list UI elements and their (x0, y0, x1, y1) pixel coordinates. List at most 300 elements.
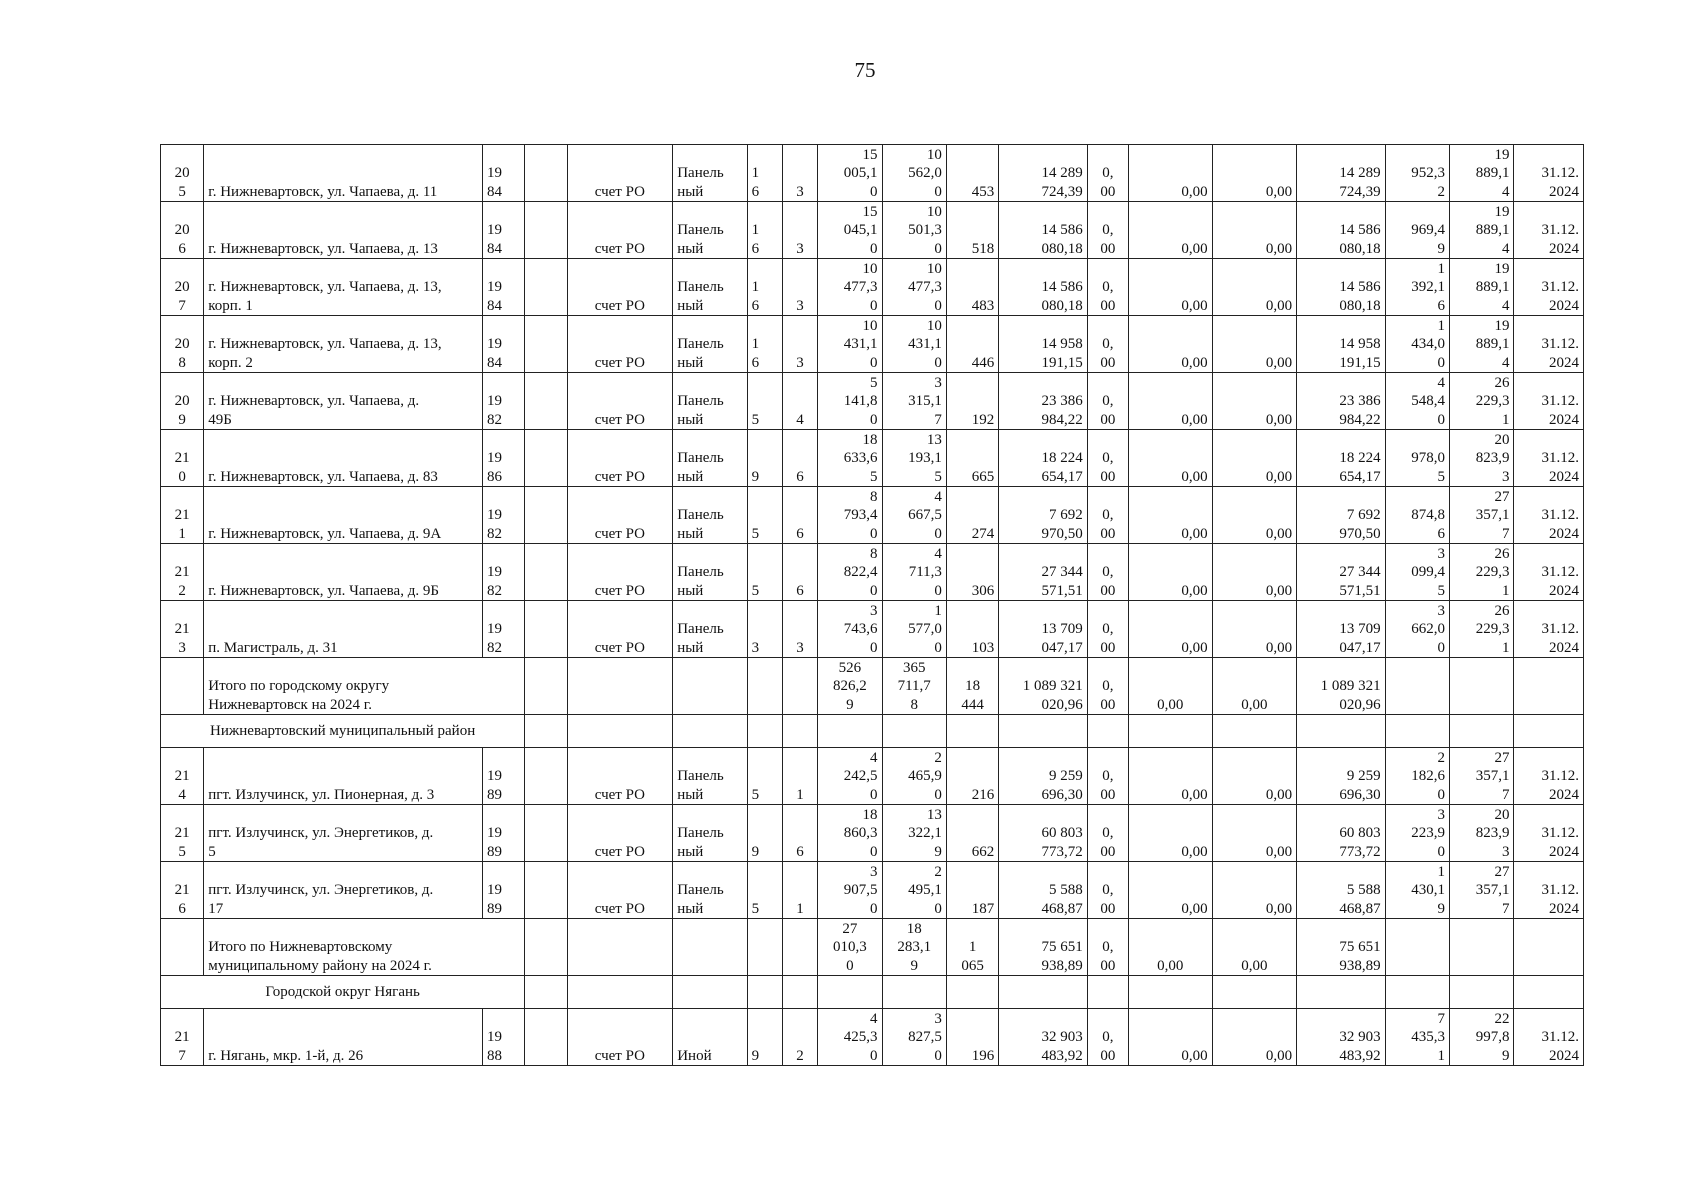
table-row (161, 487, 1584, 544)
floors-cell: 9 (747, 805, 782, 862)
deadline-cell: 31.12. 2024 (1514, 544, 1584, 601)
unit-cost-cell: 952,3 2 (1385, 145, 1449, 202)
address-cell: п. Магистраль, д. 31 (204, 601, 483, 658)
repair-cost-cell: 14 958 191,15 (999, 316, 1088, 373)
table-row (161, 316, 1584, 373)
residents-cell: 1 065 (946, 919, 998, 976)
unit-cost-cell: 3 662,0 0 (1385, 601, 1449, 658)
funding-method-cell: счет РО (567, 145, 673, 202)
owner-funds-cell: 14 289 724,39 (1297, 145, 1386, 202)
row-number: 20 5 (161, 145, 204, 202)
max-unit-cost-cell: 19 889,1 4 (1450, 202, 1514, 259)
wall-material-cell: Панель ный (673, 145, 747, 202)
max-unit-cost-cell: 19 889,1 4 (1450, 145, 1514, 202)
empty-cell (525, 316, 567, 373)
empty-cell (525, 373, 567, 430)
entrances-cell: 6 (782, 544, 817, 601)
table-row (161, 601, 1584, 658)
funding-method-cell: счет РО (567, 862, 673, 919)
table-row (161, 145, 1584, 202)
commission-year-cell: 19 82 (483, 487, 525, 544)
row-number: 20 9 (161, 373, 204, 430)
empty-cell (747, 658, 782, 715)
max-unit-cost-cell: 26 229,3 1 (1450, 544, 1514, 601)
entrances-cell: 6 (782, 487, 817, 544)
repair-cost-cell: 27 344 571,51 (999, 544, 1088, 601)
funding-method-cell: счет РО (567, 373, 673, 430)
fund-c-cell: 0,00 (1212, 544, 1297, 601)
residents-cell: 483 (946, 259, 998, 316)
residents-cell: 18 444 (946, 658, 998, 715)
max-unit-cost-cell: 26 229,3 1 (1450, 601, 1514, 658)
owner-funds-cell: 5 588 468,87 (1297, 862, 1386, 919)
empty-cell (525, 145, 567, 202)
floors-cell: 9 (747, 1009, 782, 1066)
living-area-cell: 3 315,1 7 (882, 373, 946, 430)
fund-b-cell: 0,00 (1129, 748, 1213, 805)
fund-c-cell: 0,00 (1212, 658, 1297, 715)
commission-year-cell: 19 84 (483, 145, 525, 202)
total-area-cell: 27 010,3 0 (818, 919, 882, 976)
floors-cell: 5 (747, 748, 782, 805)
living-area-cell: 2 465,9 0 (882, 748, 946, 805)
entrances-cell: 3 (782, 145, 817, 202)
unit-cost-cell: 1 434,0 0 (1385, 316, 1449, 373)
residents-cell: 662 (946, 805, 998, 862)
wall-material-cell: Панель ный (673, 259, 747, 316)
entrances-cell: 1 (782, 862, 817, 919)
empty-cell (882, 715, 946, 748)
commission-year-cell: 19 84 (483, 202, 525, 259)
fund-b-cell: 0,00 (1129, 862, 1213, 919)
empty-cell (1385, 976, 1449, 1009)
fund-c-cell: 0,00 (1212, 487, 1297, 544)
living-area-cell: 10 501,3 0 (882, 202, 946, 259)
fund-c-cell: 0,00 (1212, 748, 1297, 805)
living-area-cell: 2 495,1 0 (882, 862, 946, 919)
section-title: Нижневартовский муниципальный район (161, 715, 525, 748)
fund-c-cell: 0,00 (1212, 601, 1297, 658)
fund-c-cell: 0,00 (1212, 259, 1297, 316)
fund-a-cell: 0, 00 (1087, 145, 1128, 202)
fund-b-cell: 0,00 (1129, 202, 1213, 259)
max-unit-cost-cell: 20 823,9 3 (1450, 805, 1514, 862)
total-row (161, 658, 1584, 715)
empty-cell (1514, 976, 1584, 1009)
empty-cell (999, 976, 1088, 1009)
table-row (161, 748, 1584, 805)
wall-material-cell: Панель ный (673, 748, 747, 805)
empty-cell (161, 658, 204, 715)
funding-method-cell: счет РО (567, 544, 673, 601)
fund-a-cell: 0, 00 (1087, 373, 1128, 430)
funding-method-cell: счет РО (567, 487, 673, 544)
table-row (161, 202, 1584, 259)
wall-material-cell: Иной (673, 1009, 747, 1066)
max-unit-cost-cell: 19 889,1 4 (1450, 316, 1514, 373)
funding-method-cell: счет РО (567, 601, 673, 658)
empty-cell (818, 715, 882, 748)
empty-cell (673, 976, 747, 1009)
living-area-cell: 10 431,1 0 (882, 316, 946, 373)
unit-cost-cell: 1 392,1 6 (1385, 259, 1449, 316)
fund-a-cell: 0, 00 (1087, 487, 1128, 544)
empty-cell (1514, 919, 1584, 976)
deadline-cell: 31.12. 2024 (1514, 748, 1584, 805)
empty-cell (525, 862, 567, 919)
fund-b-cell: 0,00 (1129, 919, 1213, 976)
row-number: 21 2 (161, 544, 204, 601)
empty-cell (1087, 715, 1128, 748)
floors-cell: 5 (747, 487, 782, 544)
residents-cell: 187 (946, 862, 998, 919)
empty-cell (525, 487, 567, 544)
deadline-cell: 31.12. 2024 (1514, 487, 1584, 544)
fund-c-cell: 0,00 (1212, 373, 1297, 430)
wall-material-cell: Панель ный (673, 373, 747, 430)
row-number: 21 1 (161, 487, 204, 544)
deadline-cell: 31.12. 2024 (1514, 601, 1584, 658)
empty-cell (1450, 976, 1514, 1009)
fund-b-cell: 0,00 (1129, 1009, 1213, 1066)
empty-cell (882, 976, 946, 1009)
residents-cell: 196 (946, 1009, 998, 1066)
entrances-cell: 3 (782, 601, 817, 658)
residents-cell: 446 (946, 316, 998, 373)
empty-cell (525, 202, 567, 259)
fund-b-cell: 0,00 (1129, 487, 1213, 544)
total-area-cell: 15 045,1 0 (818, 202, 882, 259)
unit-cost-cell: 3 223,9 0 (1385, 805, 1449, 862)
fund-b-cell: 0,00 (1129, 430, 1213, 487)
row-number: 21 4 (161, 748, 204, 805)
living-area-cell: 18 283,1 9 (882, 919, 946, 976)
empty-cell (1385, 658, 1449, 715)
deadline-cell: 31.12. 2024 (1514, 430, 1584, 487)
entrances-cell: 3 (782, 316, 817, 373)
empty-cell (525, 601, 567, 658)
row-number: 20 6 (161, 202, 204, 259)
owner-funds-cell: 13 709 047,17 (1297, 601, 1386, 658)
wall-material-cell: Панель ный (673, 544, 747, 601)
empty-cell (1450, 715, 1514, 748)
unit-cost-cell: 1 430,1 9 (1385, 862, 1449, 919)
empty-cell (999, 715, 1088, 748)
empty-cell (946, 715, 998, 748)
empty-cell (525, 544, 567, 601)
unit-cost-cell: 978,0 5 (1385, 430, 1449, 487)
fund-a-cell: 0, 00 (1087, 601, 1128, 658)
address-cell: г. Нижневартовск, ул. Чапаева, д. 13, корп. 2 (204, 316, 483, 373)
fund-b-cell: 0,00 (1129, 145, 1213, 202)
fund-b-cell: 0,00 (1129, 259, 1213, 316)
total-area-cell: 3 743,6 0 (818, 601, 882, 658)
entrances-cell: 6 (782, 430, 817, 487)
empty-cell (782, 658, 817, 715)
owner-funds-cell: 14 958 191,15 (1297, 316, 1386, 373)
commission-year-cell: 19 86 (483, 430, 525, 487)
repair-cost-cell: 14 586 080,18 (999, 259, 1088, 316)
address-cell: г. Нижневартовск, ул. Чапаева, д. 13 (204, 202, 483, 259)
max-unit-cost-cell: 19 889,1 4 (1450, 259, 1514, 316)
living-area-cell: 13 193,1 5 (882, 430, 946, 487)
repair-cost-cell: 9 259 696,30 (999, 748, 1088, 805)
table-row (161, 544, 1584, 601)
total-area-cell: 15 005,1 0 (818, 145, 882, 202)
repair-cost-cell: 14 289 724,39 (999, 145, 1088, 202)
empty-cell (782, 715, 817, 748)
living-area-cell: 365 711,7 8 (882, 658, 946, 715)
entrances-cell: 2 (782, 1009, 817, 1066)
row-number: 21 5 (161, 805, 204, 862)
address-cell: г. Нижневартовск, ул. Чапаева, д. 9Б (204, 544, 483, 601)
empty-cell (1297, 715, 1386, 748)
total-area-cell: 526 826,2 9 (818, 658, 882, 715)
repair-cost-cell: 14 586 080,18 (999, 202, 1088, 259)
floors-cell: 9 (747, 430, 782, 487)
living-area-cell: 4 711,3 0 (882, 544, 946, 601)
fund-a-cell: 0, 00 (1087, 430, 1128, 487)
table-row (161, 1009, 1584, 1066)
unit-cost-cell: 2 182,6 0 (1385, 748, 1449, 805)
living-area-cell: 3 827,5 0 (882, 1009, 946, 1066)
living-area-cell: 4 667,5 0 (882, 487, 946, 544)
empty-cell (1385, 715, 1449, 748)
unit-cost-cell: 874,8 6 (1385, 487, 1449, 544)
fund-c-cell: 0,00 (1212, 919, 1297, 976)
unit-cost-cell: 969,4 9 (1385, 202, 1449, 259)
table-row (161, 862, 1584, 919)
empty-cell (946, 976, 998, 1009)
fund-a-cell: 0, 00 (1087, 1009, 1128, 1066)
unit-cost-cell: 3 099,4 5 (1385, 544, 1449, 601)
fund-c-cell: 0,00 (1212, 862, 1297, 919)
empty-cell (1450, 658, 1514, 715)
floors-cell: 1 6 (747, 259, 782, 316)
total-row (161, 919, 1584, 976)
max-unit-cost-cell: 26 229,3 1 (1450, 373, 1514, 430)
funding-method-cell: счет РО (567, 1009, 673, 1066)
funding-method-cell: счет РО (567, 316, 673, 373)
repair-cost-cell: 18 224 654,17 (999, 430, 1088, 487)
fund-a-cell: 0, 00 (1087, 748, 1128, 805)
empty-cell (525, 259, 567, 316)
empty-cell (1212, 976, 1297, 1009)
row-number: 21 3 (161, 601, 204, 658)
table-row (161, 259, 1584, 316)
living-area-cell: 10 477,3 0 (882, 259, 946, 316)
owner-funds-cell: 7 692 970,50 (1297, 487, 1386, 544)
empty-cell (525, 658, 567, 715)
repair-cost-cell: 60 803 773,72 (999, 805, 1088, 862)
deadline-cell: 31.12. 2024 (1514, 1009, 1584, 1066)
living-area-cell: 1 577,0 0 (882, 601, 946, 658)
total-area-cell: 18 860,3 0 (818, 805, 882, 862)
owner-funds-cell: 14 586 080,18 (1297, 259, 1386, 316)
empty-cell (747, 715, 782, 748)
owner-funds-cell: 14 586 080,18 (1297, 202, 1386, 259)
max-unit-cost-cell: 22 997,8 9 (1450, 1009, 1514, 1066)
empty-cell (1514, 658, 1584, 715)
wall-material-cell: Панель ный (673, 316, 747, 373)
empty-cell (525, 715, 567, 748)
residents-cell: 103 (946, 601, 998, 658)
table-row (161, 373, 1584, 430)
owner-funds-cell: 32 903 483,92 (1297, 1009, 1386, 1066)
floors-cell: 1 6 (747, 202, 782, 259)
empty-cell (1212, 715, 1297, 748)
living-area-cell: 13 322,1 9 (882, 805, 946, 862)
floors-cell: 1 6 (747, 316, 782, 373)
residents-cell: 216 (946, 748, 998, 805)
empty-cell (525, 1009, 567, 1066)
row-number: 21 6 (161, 862, 204, 919)
deadline-cell: 31.12. 2024 (1514, 862, 1584, 919)
fund-b-cell: 0,00 (1129, 658, 1213, 715)
empty-cell (747, 976, 782, 1009)
total-area-cell: 10 477,3 0 (818, 259, 882, 316)
fund-c-cell: 0,00 (1212, 145, 1297, 202)
funding-method-cell: счет РО (567, 748, 673, 805)
empty-cell (1297, 976, 1386, 1009)
commission-year-cell: 19 82 (483, 601, 525, 658)
fund-b-cell: 0,00 (1129, 373, 1213, 430)
address-cell: пгт. Излучинск, ул. Пионерная, д. 3 (204, 748, 483, 805)
total-label: Итого по Нижневартовскому муниципальному району на 2024 г. (204, 919, 525, 976)
section-header-row (161, 976, 1584, 1009)
empty-cell (782, 919, 817, 976)
page-number: 75 (854, 58, 876, 82)
empty-cell (1087, 976, 1128, 1009)
entrances-cell: 6 (782, 805, 817, 862)
table-row (161, 805, 1584, 862)
row-number: 20 7 (161, 259, 204, 316)
fund-b-cell: 0,00 (1129, 805, 1213, 862)
address-cell: пгт. Излучинск, ул. Энергетиков, д. 5 (204, 805, 483, 862)
fund-c-cell: 0,00 (1212, 430, 1297, 487)
fund-a-cell: 0, 00 (1087, 919, 1128, 976)
commission-year-cell: 19 89 (483, 748, 525, 805)
fund-c-cell: 0,00 (1212, 1009, 1297, 1066)
funding-method-cell: счет РО (567, 430, 673, 487)
fund-a-cell: 0, 00 (1087, 316, 1128, 373)
row-number: 21 7 (161, 1009, 204, 1066)
owner-funds-cell: 27 344 571,51 (1297, 544, 1386, 601)
fund-a-cell: 0, 00 (1087, 862, 1128, 919)
residents-cell: 274 (946, 487, 998, 544)
unit-cost-cell: 7 435,3 1 (1385, 1009, 1449, 1066)
owner-funds-cell: 23 386 984,22 (1297, 373, 1386, 430)
commission-year-cell: 19 88 (483, 1009, 525, 1066)
total-label: Итого по городскому округу Нижневартовск на 2024 г. (204, 658, 525, 715)
capital-repair-table (160, 144, 1584, 1066)
residents-cell: 665 (946, 430, 998, 487)
residents-cell: 192 (946, 373, 998, 430)
fund-a-cell: 0, 00 (1087, 202, 1128, 259)
floors-cell: 1 6 (747, 145, 782, 202)
address-cell: г. Нижневартовск, ул. Чапаева, д. 49Б (204, 373, 483, 430)
empty-cell (1129, 976, 1213, 1009)
commission-year-cell: 19 82 (483, 544, 525, 601)
section-header-row (161, 715, 1584, 748)
max-unit-cost-cell: 27 357,1 7 (1450, 487, 1514, 544)
empty-cell (1129, 715, 1213, 748)
empty-cell (673, 919, 747, 976)
funding-method-cell: счет РО (567, 202, 673, 259)
repair-cost-cell: 1 089 321 020,96 (999, 658, 1088, 715)
owner-funds-cell: 9 259 696,30 (1297, 748, 1386, 805)
empty-cell (782, 976, 817, 1009)
empty-cell (567, 976, 673, 1009)
commission-year-cell: 19 82 (483, 373, 525, 430)
wall-material-cell: Панель ный (673, 862, 747, 919)
total-area-cell: 10 431,1 0 (818, 316, 882, 373)
row-number: 21 0 (161, 430, 204, 487)
deadline-cell: 31.12. 2024 (1514, 145, 1584, 202)
commission-year-cell: 19 84 (483, 316, 525, 373)
residents-cell: 306 (946, 544, 998, 601)
repair-cost-cell: 13 709 047,17 (999, 601, 1088, 658)
empty-cell (567, 919, 673, 976)
empty-cell (1450, 919, 1514, 976)
owner-funds-cell: 75 651 938,89 (1297, 919, 1386, 976)
total-area-cell: 5 141,8 0 (818, 373, 882, 430)
empty-cell (747, 919, 782, 976)
empty-cell (818, 976, 882, 1009)
residents-cell: 453 (946, 145, 998, 202)
fund-c-cell: 0,00 (1212, 805, 1297, 862)
entrances-cell: 3 (782, 259, 817, 316)
address-cell: г. Нягань, мкр. 1-й, д. 26 (204, 1009, 483, 1066)
living-area-cell: 10 562,0 0 (882, 145, 946, 202)
address-cell: г. Нижневартовск, ул. Чапаева, д. 83 (204, 430, 483, 487)
fund-c-cell: 0,00 (1212, 316, 1297, 373)
fund-c-cell: 0,00 (1212, 202, 1297, 259)
empty-cell (525, 805, 567, 862)
owner-funds-cell: 1 089 321 020,96 (1297, 658, 1386, 715)
floors-cell: 3 (747, 601, 782, 658)
wall-material-cell: Панель ный (673, 430, 747, 487)
fund-a-cell: 0, 00 (1087, 259, 1128, 316)
total-area-cell: 8 822,4 0 (818, 544, 882, 601)
floors-cell: 5 (747, 373, 782, 430)
fund-b-cell: 0,00 (1129, 544, 1213, 601)
total-area-cell: 3 907,5 0 (818, 862, 882, 919)
total-area-cell: 4 242,5 0 (818, 748, 882, 805)
table-row (161, 430, 1584, 487)
commission-year-cell: 19 89 (483, 862, 525, 919)
empty-cell (525, 430, 567, 487)
commission-year-cell: 19 89 (483, 805, 525, 862)
fund-b-cell: 0,00 (1129, 601, 1213, 658)
repair-cost-cell: 32 903 483,92 (999, 1009, 1088, 1066)
empty-cell (567, 715, 673, 748)
deadline-cell: 31.12. 2024 (1514, 202, 1584, 259)
repair-cost-cell: 75 651 938,89 (999, 919, 1088, 976)
deadline-cell: 31.12. 2024 (1514, 805, 1584, 862)
empty-cell (161, 919, 204, 976)
commission-year-cell: 19 84 (483, 259, 525, 316)
fund-b-cell: 0,00 (1129, 316, 1213, 373)
deadline-cell: 31.12. 2024 (1514, 373, 1584, 430)
empty-cell (673, 715, 747, 748)
wall-material-cell: Панель ный (673, 487, 747, 544)
empty-cell (1385, 919, 1449, 976)
entrances-cell: 1 (782, 748, 817, 805)
unit-cost-cell: 4 548,4 0 (1385, 373, 1449, 430)
wall-material-cell: Панель ный (673, 805, 747, 862)
floors-cell: 5 (747, 544, 782, 601)
